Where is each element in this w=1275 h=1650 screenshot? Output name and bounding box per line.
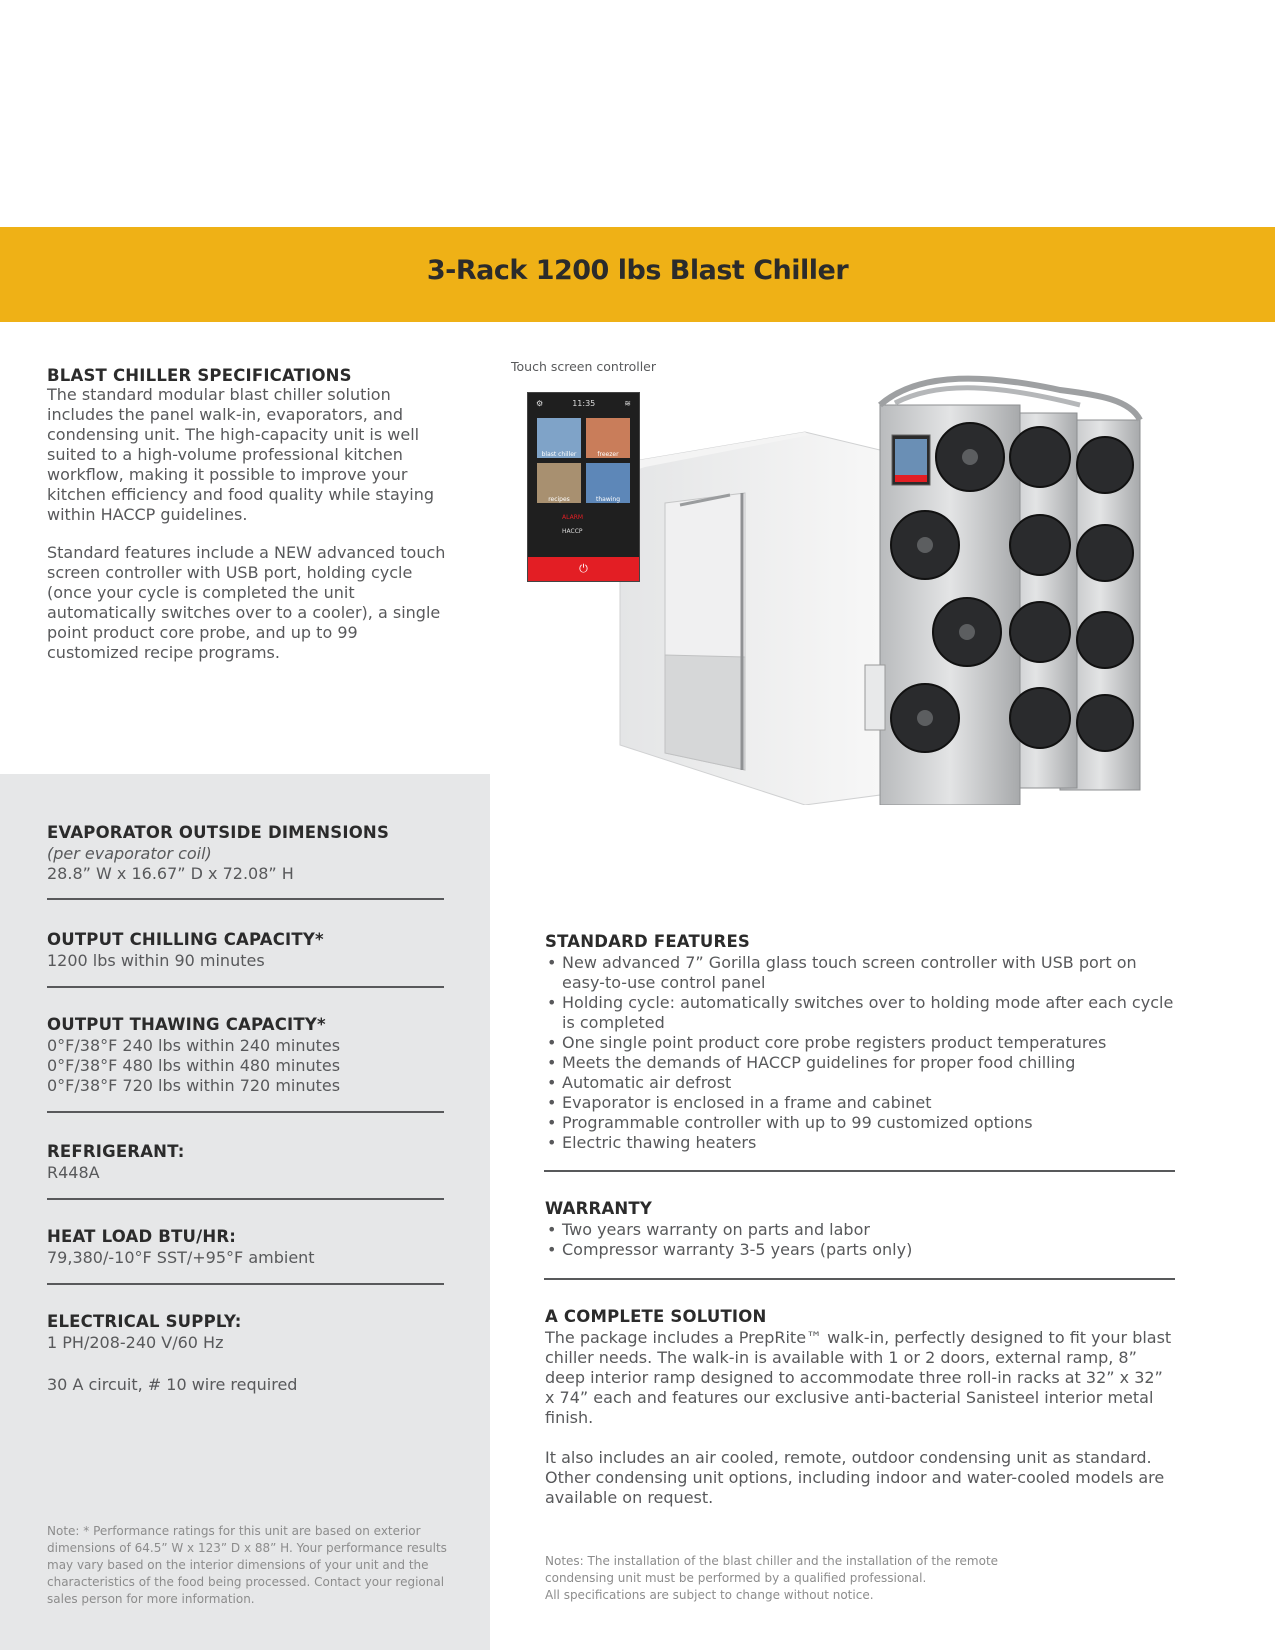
intro-paragraph: The standard modular blast chiller solution includes the panel walk-in, evaporators, and condensing unit. The high-capacity unit is well suited to a high-volume professional kitchen workflow, making it possible to improve your kitchen efficiency and food quality while staying within HACCP guidelines. [47,385,435,524]
spec-value: 0°F/38°F 480 lbs within 480 minutes [47,1056,341,1075]
spec-subheading: (per evaporator coil) [47,844,212,863]
controller-menu-item: HACCP [562,528,583,535]
spec-divider [47,898,444,900]
gear-icon: ⚙ [536,398,544,408]
note-line: condensing unit must be performed by a qualified professional. [545,1571,927,1585]
spec-refrigerant [47,1142,444,1200]
controller-tile: blast chiller [537,418,581,458]
note-line: Notes: The installation of the blast chiller and the installation of the remote [545,1554,999,1568]
spec-electrical-supply [47,1312,444,1395]
spec-divider [47,986,444,988]
walk-in-box [620,432,880,805]
controller-time: 11:35 [572,398,596,408]
solution-paragraph: It also includes an air cooled, remote, outdoor condensing unit as standard. Other condensing unit options, including indoor and water-cooled models are available on request. [545,1448,1165,1507]
feature-item: • Evaporator is enclosed in a frame and cabinet [545,1093,1175,1113]
complete-solution-heading: A COMPLETE SOLUTION [545,1307,767,1326]
spec-heading: OUTPUT THAWING CAPACITY* [47,1015,326,1034]
spec-value: 79,380/-10°F SST/+95°F ambient [47,1248,315,1267]
evaporator-units [865,379,1140,805]
feature-item: • New advanced 7” Gorilla glass touch screen controller with USB port on easy-to-use control panel [545,953,1175,993]
complete-solution-section [545,1307,1175,1508]
spec-heading: OUTPUT CHILLING CAPACITY* [47,930,324,949]
controller-tile: freezer [586,418,630,458]
spec-divider [47,1283,444,1285]
warranty-heading: WARRANTY [545,1199,653,1218]
note-line: All specifications are subject to change without notice. [545,1588,874,1602]
feature-item: • One single point product core probe registers product temperatures [545,1033,1175,1053]
spec-value: 0°F/38°F 240 lbs within 240 minutes [47,1036,341,1055]
specs-panel [0,774,490,1650]
power-icon: ⏻ [528,557,639,581]
intro-section [47,366,452,681]
spec-heading: EVAPORATOR OUTSIDE DIMENSIONS [47,823,390,842]
warranty-section [545,1199,1175,1260]
spec-heading: ELECTRICAL SUPPLY: [47,1312,242,1331]
page-title: 3-Rack 1200 lbs Blast Chiller [426,255,849,286]
spec-value: 1 PH/208-240 V/60 Hz [47,1333,224,1352]
spec-value: 0°F/38°F 720 lbs within 720 minutes [47,1076,341,1095]
warranty-item: • Compressor warranty 3-5 years (parts only) [545,1240,1175,1260]
intro-paragraph: Standard features include a NEW advanced touch screen controller with USB port, holding cycle (once your cycle is completed the unit automatically switches over to a cooler), a single point product core probe, and up to 99 customized recipe programs. [47,543,446,662]
wifi-icon: ≋ [624,398,631,408]
spec-evaporator-dimensions [47,823,444,900]
spec-value: 28.8” W x 16.67” D x 72.08” H [47,864,294,883]
spec-value: 1200 lbs within 90 minutes [47,951,265,970]
installation-notes [545,1553,1165,1604]
feature-item: • Electric thawing heaters [545,1133,1175,1153]
spec-chilling-capacity [47,930,444,988]
photo-caption: Touch screen controller [511,359,657,374]
spec-value: R448A [47,1163,100,1182]
feature-item: • Meets the demands of HACCP guidelines for proper food chilling [545,1053,1175,1073]
title-banner [0,227,1275,322]
spec-divider [47,1198,444,1200]
performance-note: Note: * Performance ratings for this unit are based on exterior dimensions of 64.5” W x 123” D x 88” H. Your performance results may vary based on the interior dimensions of your unit and the characteristics of the food being processed. Contact your regional sales person for more information. [47,1524,447,1606]
spec-heading: REFRIGERANT: [47,1142,185,1161]
controller-tile: thawing [586,463,630,503]
intro-heading: BLAST CHILLER SPECIFICATIONS [47,366,352,385]
spec-thawing-capacity [47,1015,444,1113]
spec-heading: HEAT LOAD BTU/HR: [47,1227,237,1246]
section-divider [544,1170,1175,1172]
feature-item: • Programmable controller with up to 99 customized options [545,1113,1175,1133]
controller-tile: recipes [537,463,581,503]
feature-item: • Holding cycle: automatically switches over to holding mode after each cycle is completed [545,993,1175,1033]
spec-value: 30 A circuit, # 10 wire required [47,1375,298,1394]
standard-features-heading: STANDARD FEATURES [545,932,750,951]
spec-divider [47,1111,444,1113]
solution-paragraph: The package includes a PrepRite™ walk-in, perfectly designed to fit your blast chiller needs. The walk-in is available with 1 or 2 doors, external ramp, 8” deep interior ramp designed to accommodate three roll-in racks at 32” x 32” x 74” each and features our exclusive anti-bacterial Sanisteel interior metal finish. [545,1328,1172,1427]
controller-menu-item: ALARM [562,514,584,521]
section-divider [544,1278,1175,1280]
feature-item: • Automatic air defrost [545,1073,1175,1093]
standard-features-section [545,932,1175,1153]
warranty-item: • Two years warranty on parts and labor [545,1220,1175,1240]
touch-screen-controller [527,392,640,582]
spec-heat-load [47,1227,444,1285]
